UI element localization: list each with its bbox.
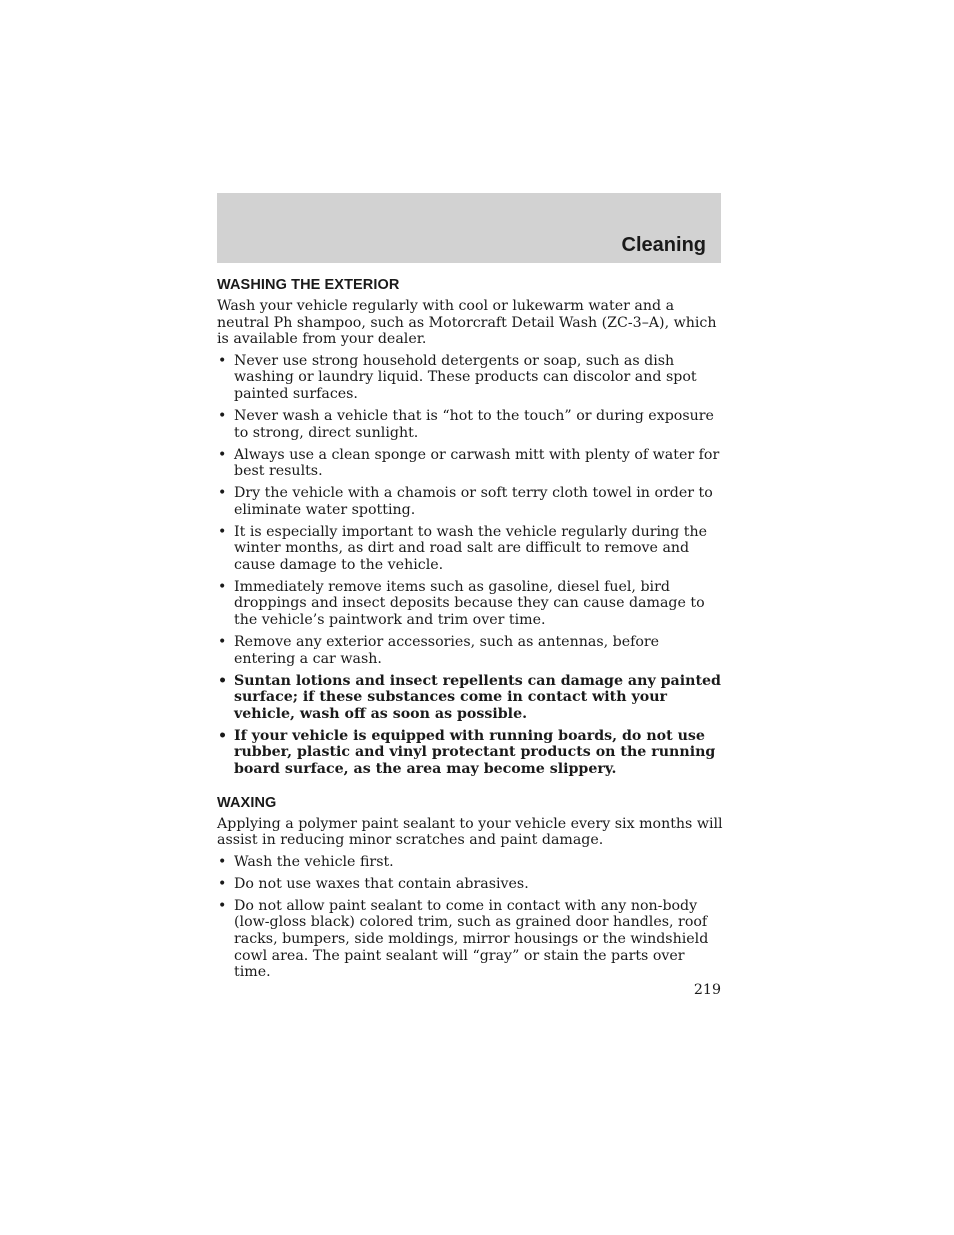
- list-item: • Never wash a vehicle that is “hot to the touch” or during exposure to strong, direct sunlight.: [218, 407, 714, 441]
- page-content: [217, 276, 723, 986]
- section-heading-washing: WASHING THE EXTERIOR: [217, 277, 400, 293]
- bullet-icon: •: [218, 407, 227, 424]
- bullet-icon: •: [218, 727, 228, 744]
- bullet-icon: •: [218, 634, 227, 651]
- bullet-icon: •: [218, 672, 228, 689]
- warning-list-item: • If your vehicle is equipped with running boards, do not use rubber, plastic and vinyl protectant products on the running board surface, as the area may become slippery.: [218, 727, 716, 777]
- list-item: • Never use strong household detergents or soap, such as dish washing or laundry liquid. These products can discolor and spot painted surfaces.: [218, 352, 697, 402]
- waxing-bullet-list: [217, 854, 723, 981]
- list-item: • Do not allow paint sealant to come in contact with any non-body (low-gloss black) colored trim, such as grained door handles, roof racks, bumpers, side moldings, mirror housings or the windshield cowl area. The paint sealant will “gray” or stain the parts over time.: [218, 897, 709, 981]
- bullet-icon: •: [218, 853, 227, 870]
- chapter-title: Cleaning: [621, 234, 706, 256]
- bullet-icon: •: [218, 352, 227, 369]
- list-item: • Remove any exterior accessories, such as antennas, before entering a car wash.: [218, 634, 660, 667]
- bullet-icon: •: [218, 578, 227, 595]
- page-number: 219: [693, 982, 721, 998]
- list-item: • Dry the vehicle with a chamois or soft terry cloth towel in order to eliminate water spotting.: [218, 485, 713, 518]
- chapter-header-band: [217, 193, 721, 263]
- list-item: • Do not use waxes that contain abrasives.: [218, 875, 529, 892]
- washing-intro: Wash your vehicle regularly with cool or lukewarm water and a neutral Ph shampoo, such as Motorcraft Detail Wash (ZC-3–A), which is available from your dealer.: [217, 298, 717, 348]
- bullet-icon: •: [218, 523, 227, 540]
- section-heading-waxing: WAXING: [217, 794, 277, 811]
- washing-bullet-list: [217, 353, 723, 778]
- list-item: • Wash the vehicle first.: [218, 853, 394, 870]
- list-item: • It is especially important to wash the vehicle regularly during the winter months, as dirt and road salt are difficult to remove and cause damage to the vehicle.: [218, 523, 707, 573]
- waxing-intro: Applying a polymer paint sealant to your vehicle every six months will assist in reducing minor scratches and paint damage.: [217, 815, 723, 849]
- list-item: • Always use a clean sponge or carwash mitt with plenty of water for best results.: [218, 446, 720, 480]
- warning-list-item: • Suntan lotions and insect repellents can damage any painted surface; if these substances come in contact with your vehicle, wash off as soon as possible.: [218, 672, 721, 722]
- bullet-icon: •: [218, 485, 227, 502]
- list-item: • Immediately remove items such as gasoline, diesel fuel, bird droppings and insect deposits because they can cause damage to the vehicle’s paintwork and trim over time.: [218, 578, 705, 629]
- bullet-icon: •: [218, 897, 227, 914]
- bullet-icon: •: [218, 446, 227, 463]
- bullet-icon: •: [218, 875, 227, 892]
